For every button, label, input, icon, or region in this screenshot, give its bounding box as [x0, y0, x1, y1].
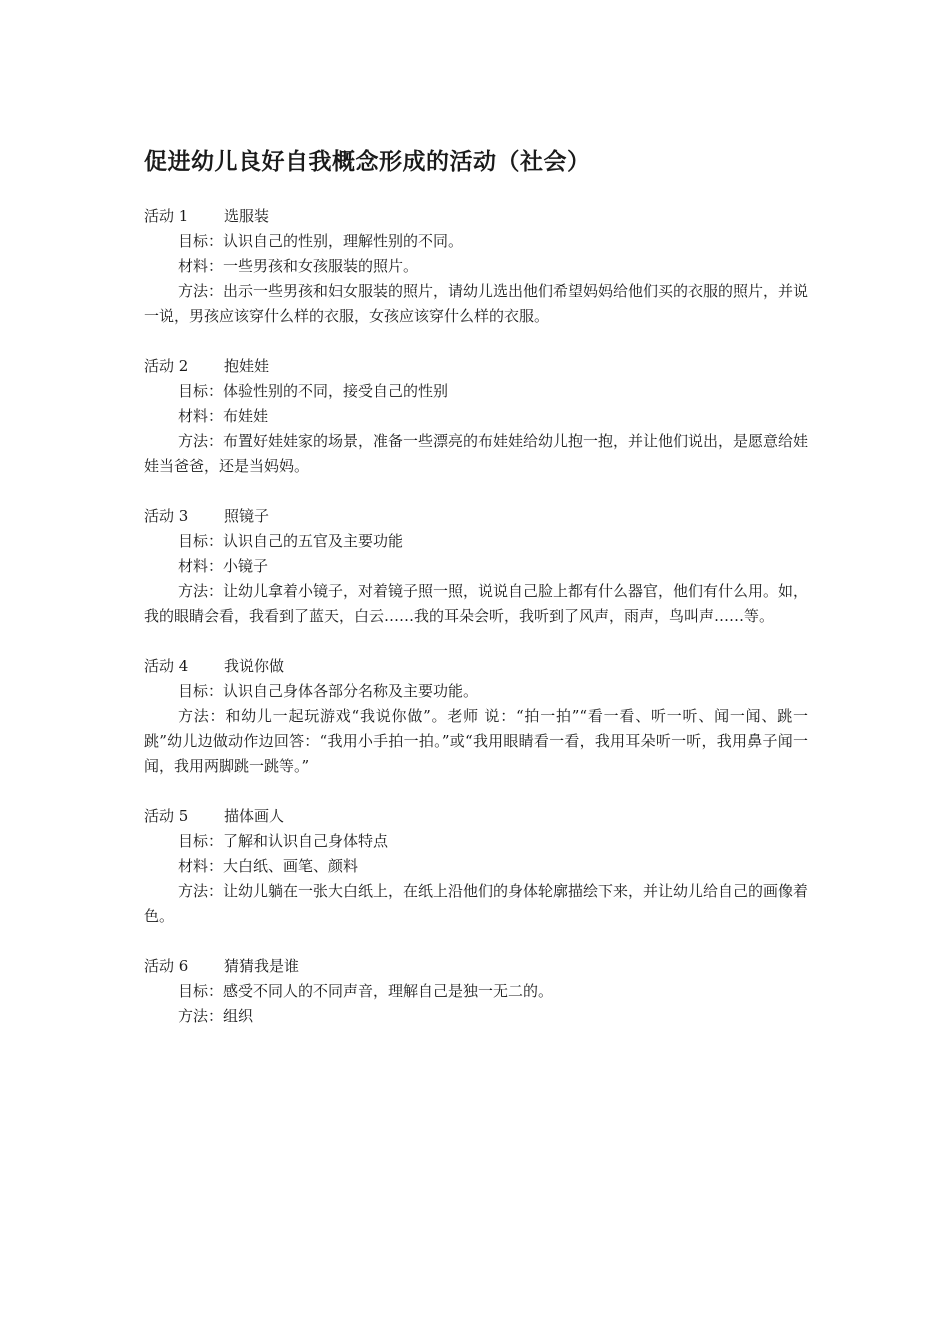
activity-goal: 目标：了解和认识自己身体特点 — [178, 832, 389, 850]
activity-method: 方法：出示一些男孩和妇女服装的照片，请幼儿选出他们希望妈妈给他们买的衣服的照片，并说一说，男孩应该穿什么样的衣服，女孩应该穿什么样的衣服。 — [144, 282, 809, 325]
activity-3 — [144, 504, 808, 629]
activity-goal: 目标：认识自己的五官及主要功能 — [178, 532, 404, 550]
activity-material: 材料：一些男孩和女孩服装的照片。 — [178, 257, 419, 275]
activity-name: 抱娃娃 — [224, 357, 270, 375]
activity-number: 活动 4 — [144, 657, 189, 675]
activity-name: 照镜子 — [224, 507, 270, 525]
activity-goal: 目标：体验性别的不同，接受自己的性别 — [178, 382, 449, 400]
activity-method: 方法：和幼儿一起玩游戏“我说你做”。老师 说：“拍一拍”“看一看、听一听、闻一闻、跳一跳”幼儿边做动作边回答：“我用小手拍一拍。”或“我用眼睛看一看，我用耳朵听一听，我用鼻子闻一闻，我用两脚跳一跳等。” — [144, 707, 808, 775]
activity-heading — [144, 504, 808, 529]
activity-goal: 目标：认识自己身体各部分名称及主要功能。 — [178, 682, 479, 700]
activity-material: 材料：布娃娃 — [178, 407, 269, 425]
activity-5 — [144, 804, 808, 929]
activity-4 — [144, 654, 808, 779]
activity-number: 活动 6 — [144, 957, 189, 975]
activity-number: 活动 2 — [144, 357, 189, 375]
activity-method: 方法：组织 — [178, 1007, 254, 1025]
activity-name: 猜猜我是谁 — [224, 957, 300, 975]
activity-name: 我说你做 — [224, 657, 285, 675]
activity-method: 方法：让幼儿拿着小镜子，对着镜子照一照，说说自己脸上都有什么器官，他们有什么用。如，我的眼睛会看，我看到了蓝天，白云……我的耳朵会听，我听到了风声，雨声，鸟叫声……等。 — [144, 582, 809, 625]
activity-goal: 目标：感受不同人的不同声音，理解自己是独一无二的。 — [178, 982, 554, 1000]
document-page — [144, 142, 808, 1054]
activity-name: 选服装 — [224, 207, 270, 225]
activity-method: 方法：布置好娃娃家的场景，准备一些漂亮的布娃娃给幼儿抱一抱，并让他们说出，是愿意给娃娃当爸爸，还是当妈妈。 — [144, 432, 809, 475]
activity-name: 描体画人 — [224, 807, 285, 825]
activity-number: 活动 5 — [144, 807, 189, 825]
activity-1 — [144, 204, 808, 329]
activity-2 — [144, 354, 808, 479]
activity-number: 活动 3 — [144, 507, 189, 525]
activity-method: 方法：让幼儿躺在一张大白纸上，在纸上沿他们的身体轮廓描绘下来，并让幼儿给自己的画像着色。 — [144, 882, 809, 925]
activity-6 — [144, 954, 808, 1029]
activity-goal: 目标：认识自己的性别，理解性别的不同。 — [178, 232, 464, 250]
document-title: 促进幼儿良好自我概念形成的活动（社会） — [144, 149, 591, 175]
activity-heading — [144, 354, 808, 379]
activity-heading — [144, 804, 808, 829]
activity-heading — [144, 654, 808, 679]
activity-number: 活动 1 — [144, 207, 189, 225]
activity-material: 材料：小镜子 — [178, 557, 269, 575]
activity-material: 材料：大白纸、画笔、颜料 — [178, 857, 359, 875]
activity-heading — [144, 204, 808, 229]
activity-heading — [144, 954, 808, 979]
